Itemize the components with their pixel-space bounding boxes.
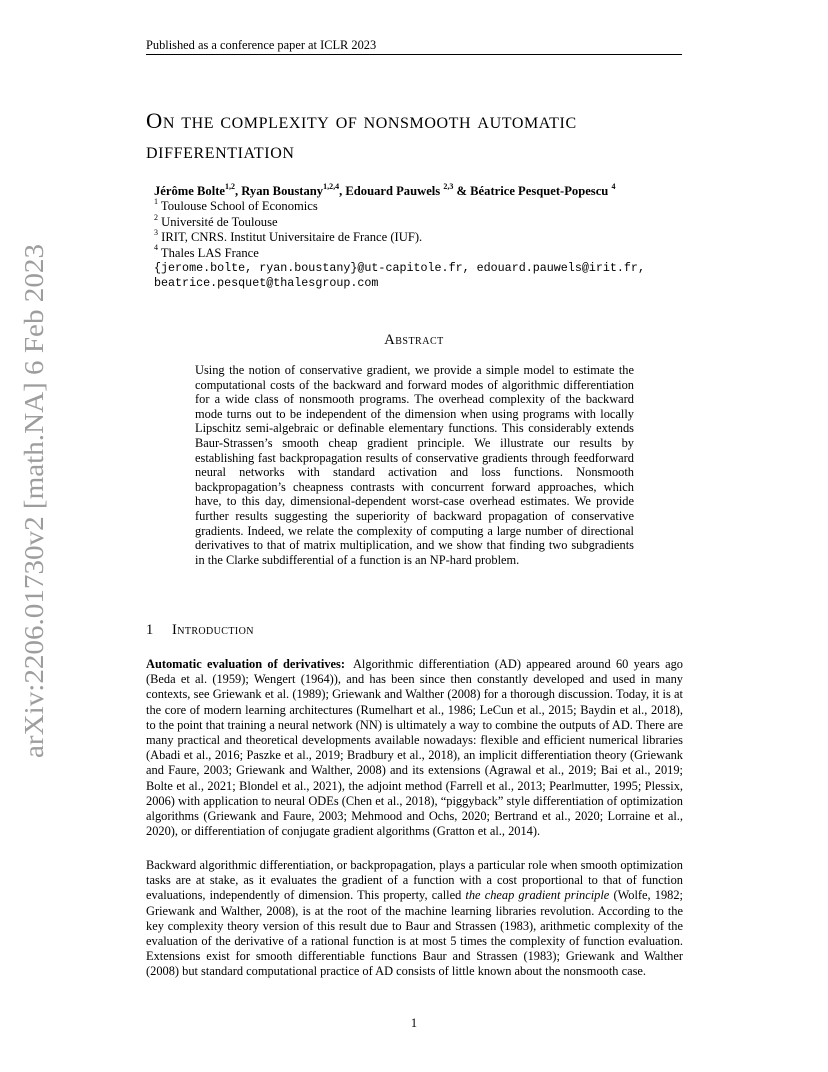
author-names (154, 181, 714, 199)
affiliation-marker: 1 (154, 197, 158, 207)
paragraph-lead: Automatic evaluation of derivatives: (146, 657, 345, 671)
author-superscript: 2,3 (443, 181, 454, 191)
author-superscript: 1,2 (224, 181, 235, 191)
paragraph-body: Algorithmic differentiation (AD) appeared around 60 years ago (Beda et al. (1959); Wengert (1964)), and has been since then constantly developed and used in many contexts, see Griewank et al. (1989); Griewank and Walther (2008) for a thorough discussion. Today, it is at the core of modern learning architectures (Rumelhart et al., 1986; LeCun et al., 2015; Baydin et al., 2018), to the point that training a neural network (NN) is ultimately a way to combine the outputs of AD. There are many practical and theoretical developments available nowadays: flexible and efficient numerical libraries (Abadi et al., 2016; Paszke et al., 2019; Bradbury et al., 2018), an implicit differentiation theory (Griewank and Faure, 2003; Griewank and Walther, 2008) and its extensions (Agrawal et al., 2019; Bai et al., 2019; Bolte et al., 2021; Blondel et al., 2021), the adjoint method (Farrell et al., 2013; Pearlmutter, 1995; Plessix, 2006) with application to neural ODEs (Chen et al., 2018), “piggyback” style differentiation of optimization algorithms (Griewank and Faure, 2003; Mehmood and Ochs, 2020; Bertrand et al., 2020; Lorraine et al., 2020), or differentiation of conjugate gradient algorithms (Gratton et al., 2014). (146, 657, 683, 839)
affiliation-text: IRIT, CNRS. Institut Universitaire de France (IUF). (161, 230, 423, 245)
affiliation-text: Thales LAS France (160, 245, 259, 260)
running-header: Published as a conference paper at ICLR 2023 (146, 38, 682, 55)
paper-title (146, 106, 706, 166)
author-separator: , (234, 184, 242, 198)
section-heading (146, 622, 254, 639)
author-block (154, 181, 714, 292)
page-number: 1 (410, 1016, 418, 1030)
author-separator: , (339, 184, 346, 198)
paragraph-body: (Wolfe, 1982; Griewank and Walther, 2008), is at the root of the machine learning libraries revolution. According to the key complexity theory version of this result due to Baur and Strassen (1983), arithmetic complexity of the evaluation of the derivative of a rational function is at most 5 times the complexity of function evaluation. Extensions exist for smooth differentiable functions Baur and Strassen (1983); Griewank and Walther (2008) but standard computational practice of AD consists of little known about the nonsmooth case. (146, 888, 683, 979)
author-name: Edouard Pauwels (345, 184, 444, 198)
arxiv-identifier-stamp (12, 240, 52, 760)
affiliation (154, 230, 714, 245)
author-superscript: 4 (611, 181, 616, 191)
intro-paragraph-2 (146, 858, 683, 980)
affiliation-marker: 3 (154, 228, 158, 238)
arxiv-stamp-svg (12, 240, 52, 760)
title-line-1: On the complexity of nonsmooth automatic (146, 108, 577, 133)
affiliation-marker: 4 (154, 243, 158, 253)
affiliation (154, 212, 714, 230)
affiliation-text: Toulouse School of Economics (160, 199, 318, 214)
intro-paragraph-1 (146, 657, 683, 839)
emphasized-term: the cheap gradient principle (465, 888, 610, 903)
abstract-heading: Abstract (384, 332, 444, 348)
author-separator: & (453, 184, 471, 198)
affiliation (154, 199, 714, 214)
paragraph-body: Backward algorithmic differentiation, or backpropagation, plays a particular role when smooth optimization tasks are at stake, as it evaluates the gradient of a function with a cost proportional to that of function evaluations, independently of dimension. This property, called (146, 858, 683, 903)
author-emails[interactable]: beatrice.pesquet@thalesgroup.com (154, 276, 379, 291)
affiliation-marker: 2 (154, 212, 158, 222)
author-emails[interactable]: {jerome.bolte, ryan.boustany}@ut-capitole.fr, edouard.pauwels@irit.fr, (154, 261, 645, 276)
section-number: 1 (146, 622, 154, 638)
title-line-2: differentiation (146, 138, 295, 163)
affiliation-text: Université de Toulouse (161, 214, 278, 229)
affiliation (154, 243, 714, 261)
arxiv-stamp-text: arXiv:2206.01730v2 [math.NA] 6 Feb 2023 (18, 272, 49, 758)
author-name: Béatrice Pesquet-Popescu (470, 184, 612, 198)
author-name: Ryan Boustany (241, 184, 324, 198)
author-name: Jérôme Bolte (154, 184, 225, 198)
section-title: Introduction (172, 622, 254, 638)
abstract-text: Using the notion of conservative gradient, we provide a simple model to estimate the computational costs of the backward and forward modes of algorithmic differentiation for a wide class of nonsmooth programs. The overhead complexity of the backward mode turns out to be independent of the dimension when using programs with locally Lipschitz semi-algebraic or definable elementary functions. This considerably extends Baur-Strassen’s smooth cheap gradient principle. We illustrate our results by establishing fast backpropagation results of conservative gradients through feedforward neural networks with standard activation and loss functions. Nonsmooth backpropagation’s cheapness contrasts with concurrent forward approaches, which have, to this day, dimensional-dependent worst-case overhead estimates. We provide further results suggesting the superiority of backward propagation of conservative gradients. Indeed, we relate the complexity of computing a large number of directional derivatives to that of matrix multiplication, and we show that finding two subgradients in the Clarke subdifferential of a function is an NP-hard problem. (195, 363, 634, 567)
author-superscript: 1,2,4 (323, 181, 340, 191)
